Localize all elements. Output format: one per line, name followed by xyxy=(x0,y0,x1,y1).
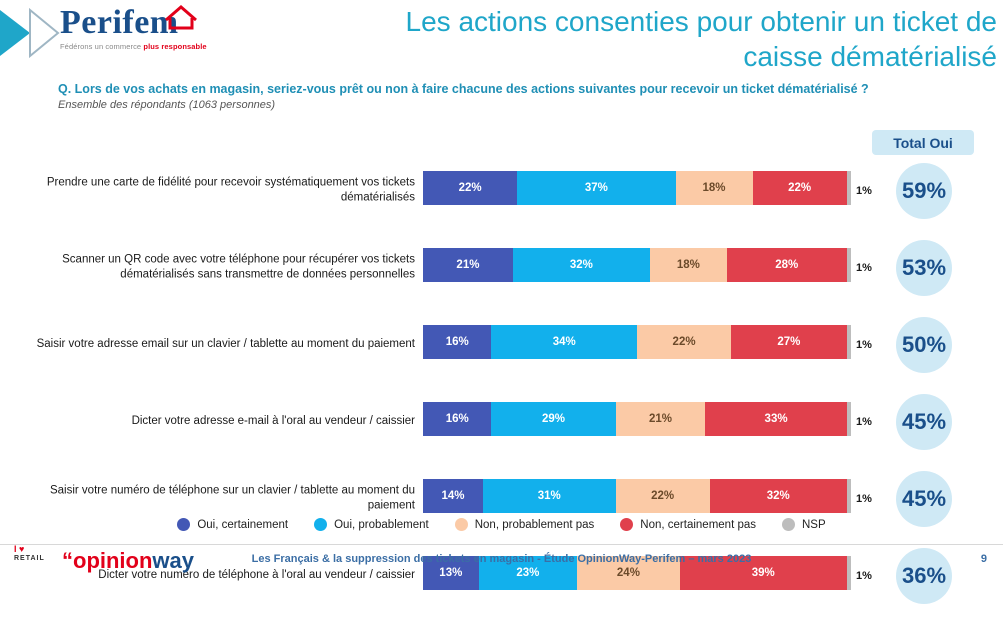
legend-item-oui-probablement xyxy=(314,518,429,531)
chart-row xyxy=(0,317,1003,372)
bar-segment-oui-certainement: 22% xyxy=(423,171,517,205)
chart-row xyxy=(0,163,1003,218)
stacked-bar xyxy=(423,325,851,359)
opinionway-part1: “opinion xyxy=(62,548,153,573)
stacked-bar xyxy=(423,248,851,282)
legend-swatch-icon xyxy=(782,518,795,531)
legend-swatch-icon xyxy=(177,518,190,531)
total-oui-value: 36% xyxy=(896,548,952,604)
bar-segment-non-certainement: 39% xyxy=(680,556,847,590)
legend-item-non-probablement xyxy=(455,518,595,531)
row-label: Scanner un QR code avec votre téléphone pour récupérer vos tickets dématérialisés sans transmettre de données personnelles xyxy=(62,252,415,281)
row-label: Dicter votre numéro de téléphone à l'oral au vendeur / caissier xyxy=(98,568,415,581)
legend-label: Non, probablement pas xyxy=(474,518,595,531)
bar-segment-non-probablement: 22% xyxy=(637,325,731,359)
legend-label: Oui, certainement xyxy=(197,518,289,531)
bar-segment-oui-certainement: 13% xyxy=(423,556,479,590)
stacked-bar xyxy=(423,479,851,513)
iretail-line2: RETAIL xyxy=(14,554,45,562)
bar-segment-nsp xyxy=(847,325,851,359)
bar-segment-non-certainement: 32% xyxy=(710,479,847,513)
row-label: Saisir votre adresse email sur un clavier / tablette au moment du paiement xyxy=(36,337,415,350)
page-number: 9 xyxy=(980,553,987,565)
bar-segment-non-probablement: 24% xyxy=(577,556,680,590)
logo-wordmark: Perifem xyxy=(60,4,179,41)
bar-segment-non-certainement: 22% xyxy=(753,171,847,205)
logo-tagline-highlight: plus responsable xyxy=(143,42,207,51)
legend-item-non-certainement xyxy=(620,518,756,531)
footer-study-text: Les Français & la suppression des tickets en magasin - Étude OpinionWay-Perifem – mars 2023 xyxy=(251,553,752,565)
nsp-value: 1% xyxy=(856,261,872,274)
nsp-value: 1% xyxy=(856,492,872,505)
base-text: Ensemble des répondants (1063 personnes) xyxy=(58,99,276,111)
legend-swatch-icon xyxy=(455,518,468,531)
logo-tagline xyxy=(60,42,260,51)
bar-segment-oui-probablement: 31% xyxy=(483,479,616,513)
opinionway-part2: way xyxy=(152,548,195,573)
row-label: Saisir votre numéro de téléphone sur un clavier / tablette au moment du paiement xyxy=(49,483,415,512)
legend-swatch-icon xyxy=(620,518,633,531)
legend-swatch-icon xyxy=(314,518,327,531)
bar-segment-oui-probablement: 32% xyxy=(513,248,650,282)
legend-label: Non, certainement pas xyxy=(640,518,756,531)
bar-segment-oui-probablement: 34% xyxy=(491,325,637,359)
total-oui-value: 45% xyxy=(896,394,952,450)
bar-segment-non-certainement: 33% xyxy=(705,402,846,436)
bar-segment-oui-probablement: 29% xyxy=(491,402,615,436)
bar-segment-nsp xyxy=(847,402,851,436)
total-oui-value: 59% xyxy=(896,163,952,219)
bar-segment-nsp xyxy=(847,479,851,513)
stacked-bar xyxy=(423,171,851,205)
header-arrow-icon xyxy=(0,8,60,58)
nsp-value: 1% xyxy=(856,184,872,197)
bar-segment-oui-certainement: 14% xyxy=(423,479,483,513)
bar-segment-non-probablement: 18% xyxy=(676,171,753,205)
chart-legend xyxy=(0,518,1003,531)
bar-segment-non-probablement: 22% xyxy=(616,479,710,513)
legend-item-nsp xyxy=(782,518,826,531)
bar-segment-nsp xyxy=(847,171,851,205)
bar-segment-non-probablement: 18% xyxy=(650,248,727,282)
footer-divider xyxy=(0,544,1003,545)
iretail-line1: I ♥ xyxy=(14,544,25,554)
legend-label: NSP xyxy=(802,518,826,531)
bar-segment-nsp xyxy=(847,248,851,282)
bar-segment-oui-probablement: 23% xyxy=(479,556,577,590)
logo-tagline-pre: Fédérons un commerce xyxy=(60,42,144,51)
bar-segment-oui-probablement: 37% xyxy=(517,171,675,205)
nsp-value: 1% xyxy=(856,569,872,582)
page-title: Les actions consenties pour obtenir un ticket de caisse dématérialisé xyxy=(405,6,997,72)
house-icon xyxy=(164,4,198,30)
bar-segment-non-probablement: 21% xyxy=(616,402,706,436)
question-text: Q. Lors de vos achats en magasin, seriez-vous prêt ou non à faire chacune des actions suivantes pour recevoir un ticket dématérialisé ? xyxy=(58,82,869,96)
bar-segment-oui-certainement: 16% xyxy=(423,325,491,359)
total-oui-value: 53% xyxy=(896,240,952,296)
row-label: Prendre une carte de fidélité pour recevoir systématiquement vos tickets dématérialisés xyxy=(46,175,415,204)
bar-segment-oui-certainement: 21% xyxy=(423,248,513,282)
row-label: Dicter votre adresse e-mail à l'oral au vendeur / caissier xyxy=(131,414,415,427)
total-oui-value: 50% xyxy=(896,317,952,373)
bar-segment-non-certainement: 28% xyxy=(727,248,847,282)
nsp-value: 1% xyxy=(856,338,872,351)
total-oui-header: Total Oui xyxy=(872,130,974,155)
chart-row xyxy=(0,394,1003,449)
bar-segment-non-certainement: 27% xyxy=(731,325,847,359)
legend-label: Oui, probablement xyxy=(334,518,429,531)
total-oui-value: 45% xyxy=(896,471,952,527)
nsp-value: 1% xyxy=(856,415,872,428)
legend-item-oui-certainement xyxy=(177,518,288,531)
perifem-logo xyxy=(60,6,260,61)
stacked-bar xyxy=(423,402,851,436)
bar-segment-oui-certainement: 16% xyxy=(423,402,491,436)
chart-row xyxy=(0,240,1003,295)
